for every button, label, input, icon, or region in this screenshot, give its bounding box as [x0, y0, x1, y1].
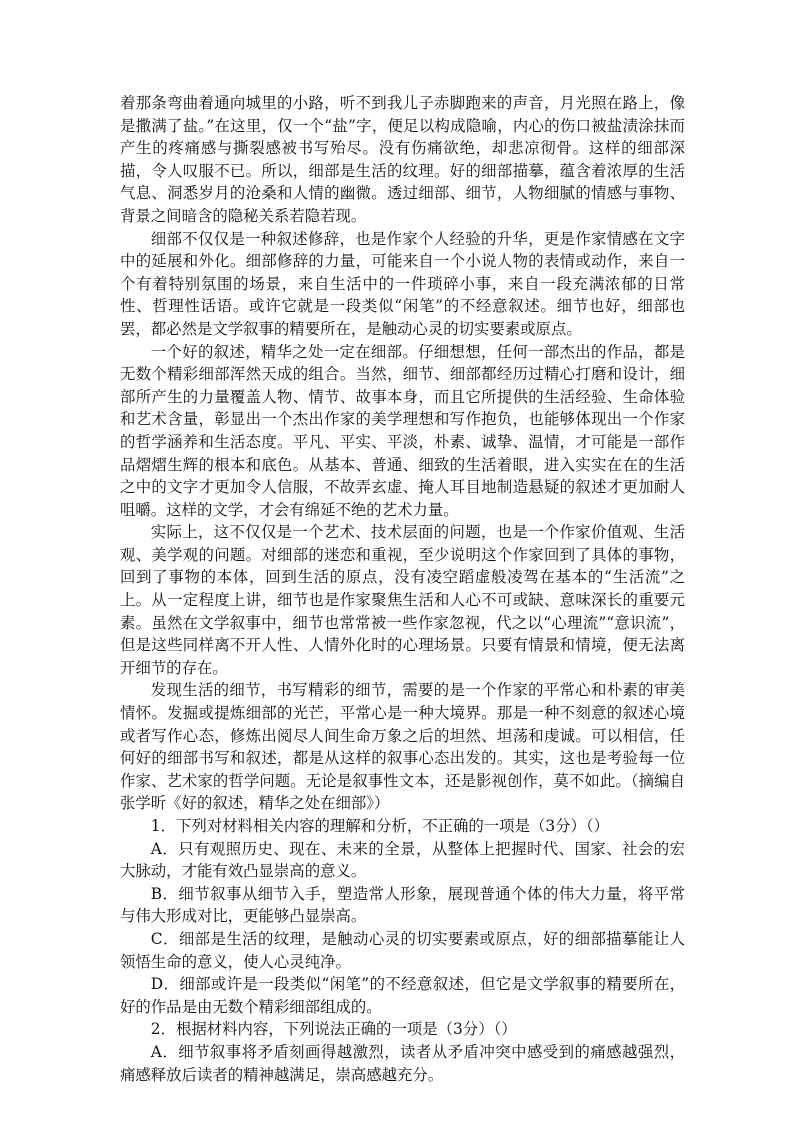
question-1-option-d: D．细部或许是一段类似“闲笔”的不经意叙述，但它是文学叙事的精要所在，好的作品是由无数个精彩细部组成的。 [120, 975, 685, 1016]
question-1-option-c: C．细部是生活的纹理，是触动心灵的切实要素或原点，好的细部描摹能让人领悟生命的意义，使人心灵纯净。 [120, 929, 685, 971]
question-1-option-b: B．细节叙事从细节入手，塑造常人形象，展现普通个体的伟大力量，将平常与伟大形成对比，更能够凸显崇高。 [120, 884, 685, 926]
question-2: 2．根据材料内容，下列说法正确的一项是（3分）（） [150, 1020, 517, 1039]
paragraph-good-narrative: 一个好的叙述，精华之处一定在细部。仔细想想，任何一部杰出的作品，都是无数个精彩细部浑然天成的组合。当然，细节、细部都经历过精心打磨和设计，细部所产生的力量覆盖人物、情节、故事本身，而且它所提供的生活经验、生命体验和艺术含量，彰显出一个杰出作家的美学理想和写作抱负，也能够体现出一个作家的哲学涵养和生活态度。平凡、平实、平淡，朴素、诚挚、温情，才可能是一部作品熠熠生辉的根本和底色。从基本、普通、细致的生活着眼，进入实实在在的生活之中的文字才更加令人信服，不故弄玄虚、掩人耳目地制造悬疑的叙述才更加耐人咀嚼。这样的文学，才会有绵延不绝的艺术力量。 [120, 342, 685, 519]
question-2-option-a: A．细节叙事将矛盾刻画得越激烈，读者从矛盾冲突中感受到的痛感越强烈，痛感释放后读者的精神越满足，崇高感越充分。 [120, 1042, 685, 1084]
paragraph-ordinary-mind: 发现生活的细节，书写精彩的细节，需要的是一个作家的平常心和朴素的审美情怀。发掘或提炼细部的光芒，平常心是一种大境界。那是一种不刻意的叙述心境或者写作心态，修炼出阅尽人间生命万象之后的坦然、坦荡和虔诚。可以相信，任何好的细部书写和叙述，都是从这样的叙事心态出发的。其实，这也是考验每一位作家、艺术家的哲学问题。无论是叙事性文本，还是影视创作，莫不如此。（摘编自张学昕《好的叙述，精华之处在细部》） [120, 681, 685, 813]
question-1-option-a: A．只有观照历史、现在、未来的全景，从整体上把握时代、国家、社会的宏大脉动，才能有效凸显崇高的意义。 [120, 839, 685, 881]
question-1: 1．下列对材料相关内容的理解和分析，不正确的一项是（3分）（） [150, 817, 610, 835]
document-page [120, 92, 685, 1086]
paragraph-detail-rhetoric: 细部不仅仅是一种叙述修辞，也是作家个人经验的升华，更是作家情感在文字中的延展和外化。细部修辞的力量，可能来自一个小说人物的表情或动作，来自一个有着特别氛围的场景，来自生活中的一件琐碎小事，来自一段充满浓郁的日常性、哲理性话语。或许它就是一段类似“闲笔”的不经意叙述。细节也好，细部也罢，都必然是文学叙事的精要所在，是触动心灵的切实要素或原点。 [120, 229, 685, 338]
paragraph-values: 实际上，这不仅仅是一个艺术、技术层面的问题，也是一个作家价值观、生活观、美学观的问题。对细部的迷恋和重视，至少说明这个作家回到了具体的事物，回到了事物的本体，回到生活的原点，没有凌空蹈虚般凌驾在基本的“生活流”之上。从一定程度上讲，细节也是作家聚焦生活和人心不可或缺、意味深长的重要元素。虽然在文学叙事中，细节也常常被一些作家忽视，代之以“心理流”“意识流”，但是这些同样离不开人性、人情外化时的心理场景。只要有情景和情境，便无法离开细节的存在。 [120, 523, 685, 677]
paragraph-continuation: 着那条弯曲着通向城里的小路，听不到我儿子赤脚跑来的声音，月光照在路上，像是撒满了盐。”在这里，仅一个“盐”字，便足以构成隐喻，内心的伤口被盐渍涂抹而产生的疼痛感与撕裂感被书写殆尽。没有伤痛欲绝，却悲凉彻骨。这样的细部深描，令人叹服不已。所以，细部是生活的纹理。好的细部描摹，蕴含着浓厚的生活气息、洞悉岁月的沧桑和人情的幽微。透过细部、细节，人物细腻的情感与事物、背景之间暗含的隐秘关系若隐若现。 [120, 94, 685, 225]
